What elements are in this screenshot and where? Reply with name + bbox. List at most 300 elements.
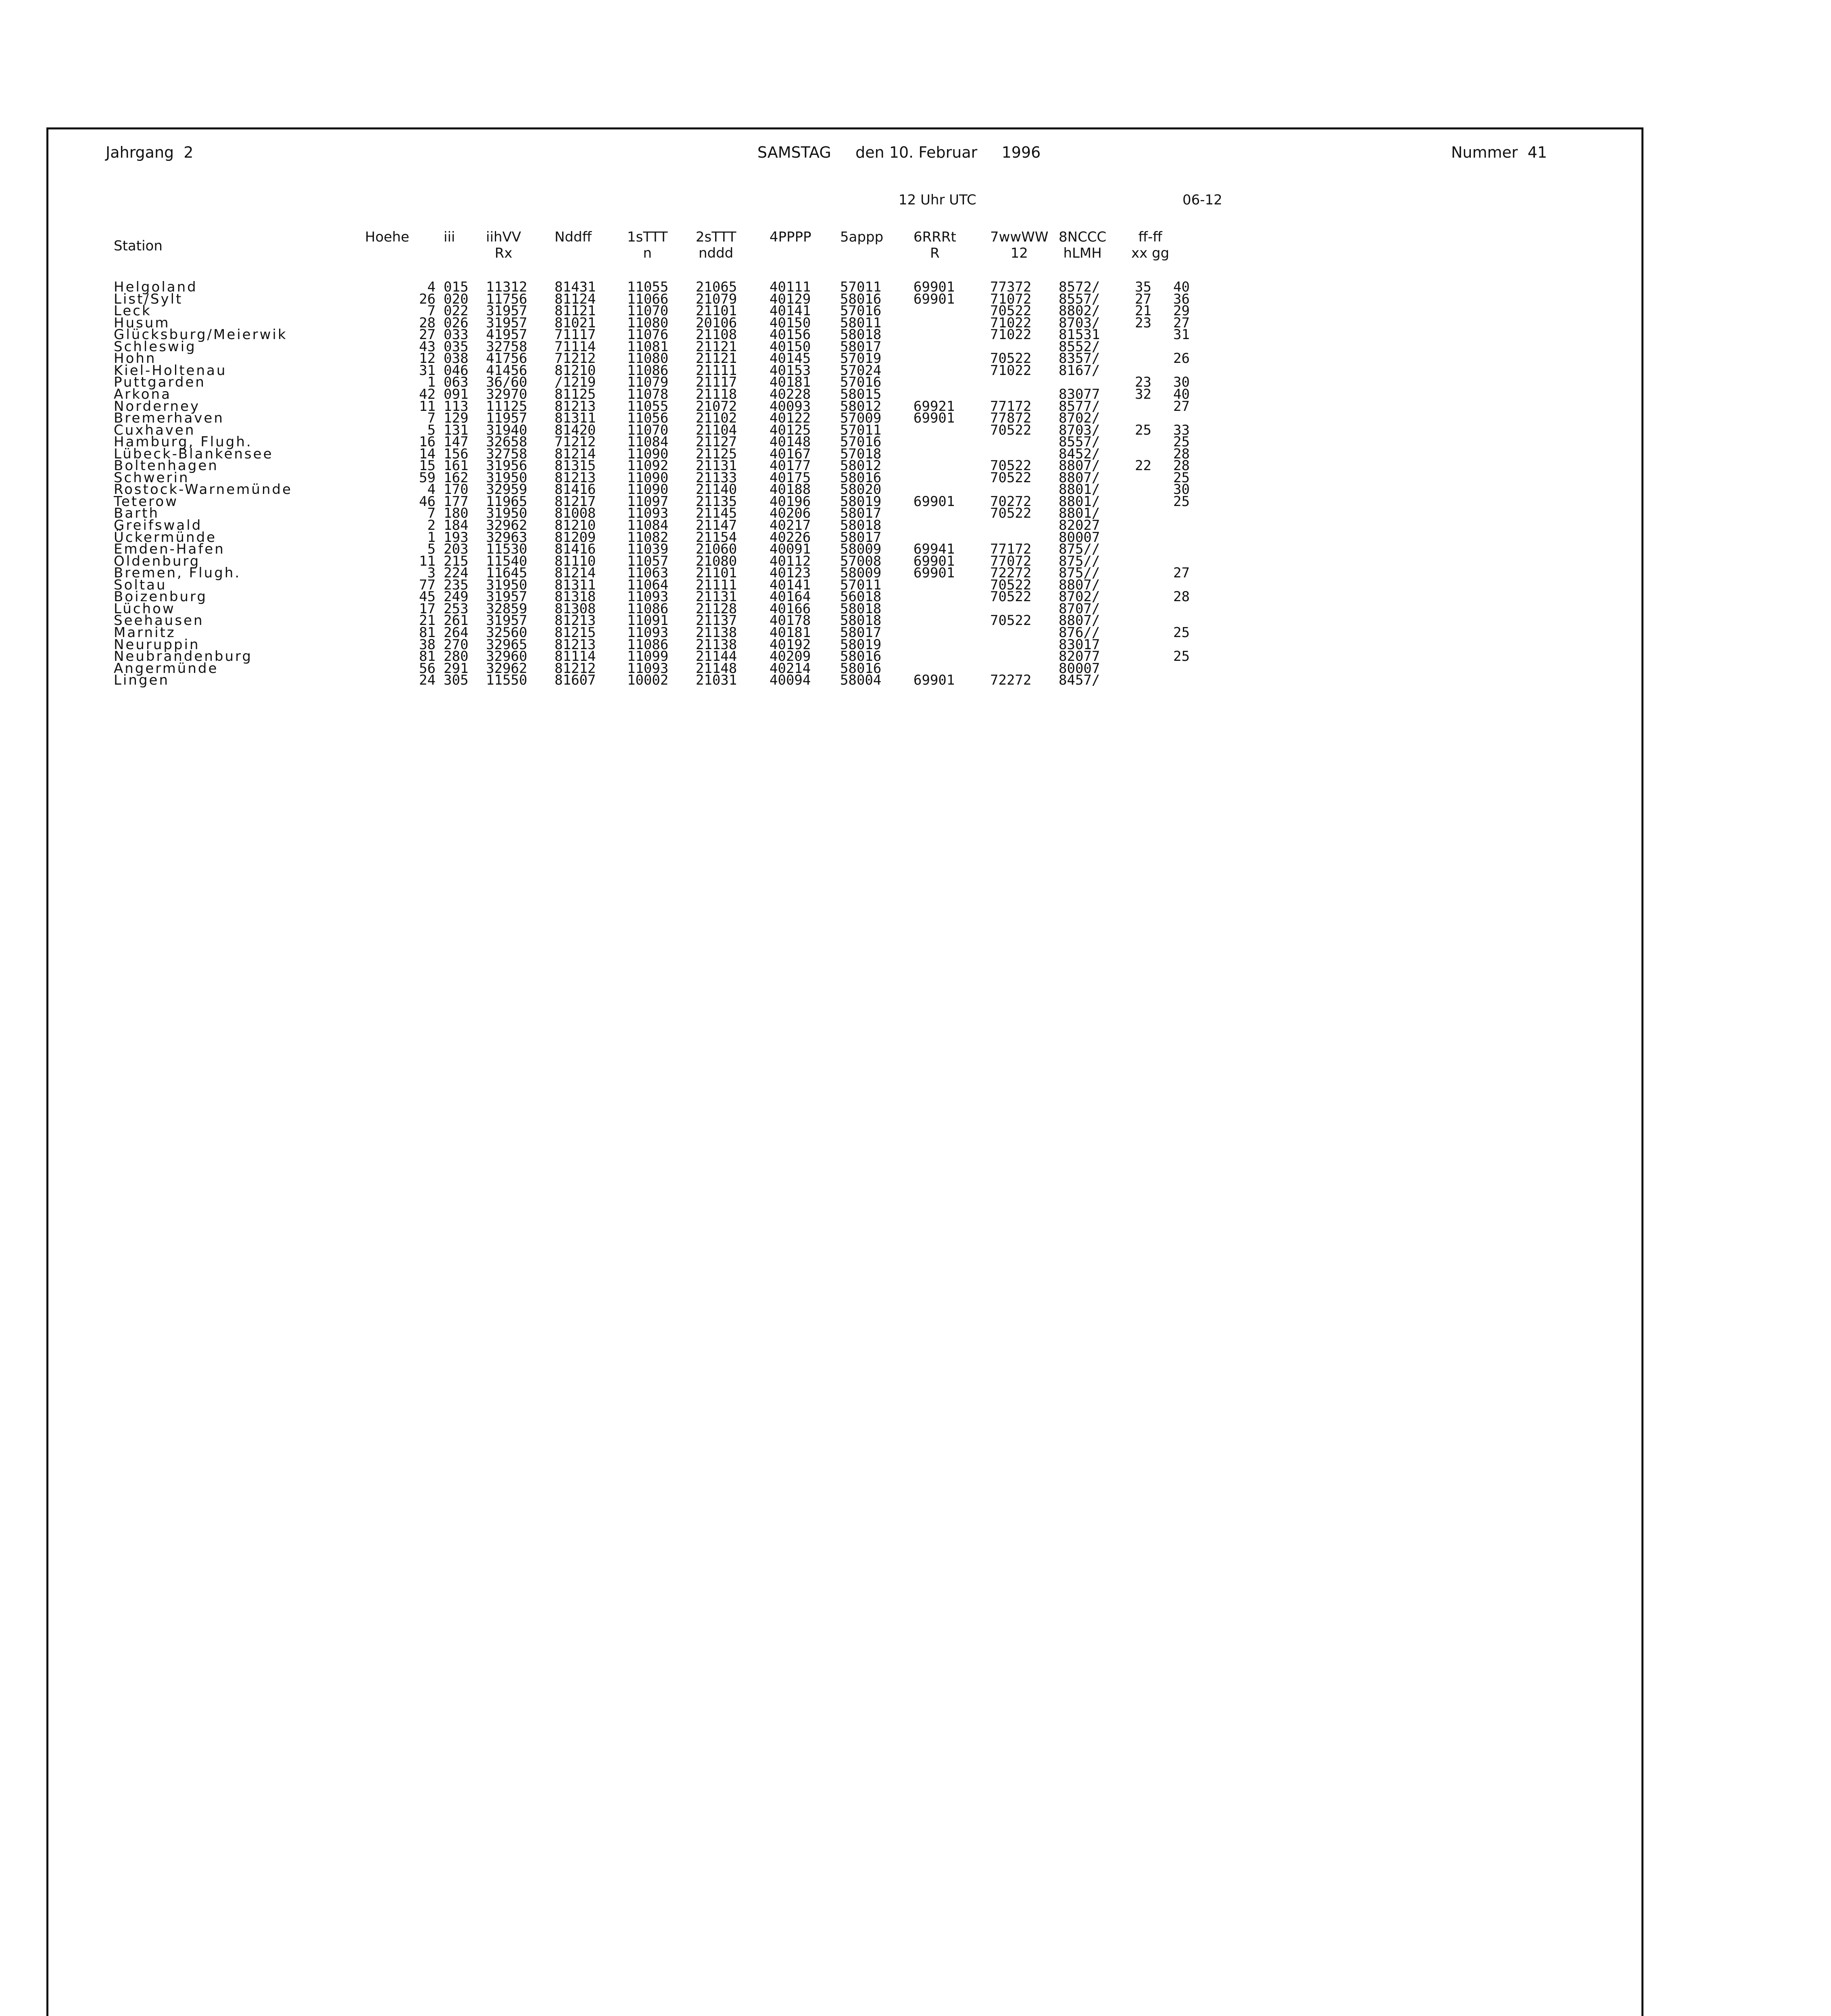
pppp-cell: 40150 — [770, 338, 811, 355]
iii-cell: 046 — [444, 362, 469, 379]
nccc-cell: 8703/ — [1059, 314, 1100, 331]
appp-cell: 58016 — [840, 660, 882, 677]
sttt1-cell: 11076 — [627, 327, 669, 343]
nccc-cell: 8807/ — [1059, 577, 1100, 593]
nddff-cell: 81214 — [555, 565, 596, 581]
ff-peak-cell: 32 — [1135, 386, 1151, 402]
pppp-cell: 40181 — [770, 624, 811, 641]
rrrt-cell: 69901 — [913, 565, 955, 581]
nccc-cell: 82077 — [1059, 648, 1100, 665]
appp-cell: 58019 — [840, 636, 882, 653]
pppp-cell: 40125 — [770, 422, 811, 438]
sttt1-cell: 11079 — [627, 374, 669, 391]
iii-cell: 193 — [444, 529, 469, 546]
sttt2-cell: 21101 — [696, 303, 737, 319]
iii-cell: 261 — [444, 612, 469, 629]
appp-cell: 57024 — [840, 362, 882, 379]
station-name: Soltau — [114, 577, 167, 593]
iihvv-cell: 41456 — [486, 362, 528, 379]
nddff-cell: 81125 — [555, 386, 596, 402]
iihvv-cell: 31950 — [486, 577, 528, 593]
ff-gust-cell: 27 — [1173, 398, 1190, 414]
hoehe-cell: 45 — [419, 589, 436, 605]
nddff-cell: 81315 — [555, 458, 596, 474]
iihvv-cell: 11756 — [486, 291, 528, 307]
iihvv-cell: 32962 — [486, 517, 528, 533]
wwww-cell: 70522 — [990, 422, 1032, 438]
sttt1-cell: 11057 — [627, 553, 669, 569]
wwww-cell: 70522 — [990, 458, 1032, 474]
wwww-cell: 77872 — [990, 410, 1032, 427]
pppp-cell: 40112 — [770, 553, 811, 569]
appp-cell: 58020 — [840, 481, 882, 498]
sttt2-cell: 21133 — [696, 469, 737, 486]
appp-cell: 57011 — [840, 422, 882, 438]
rrrt-cell: 69901 — [913, 493, 955, 510]
nddff-cell: 81114 — [555, 648, 596, 665]
iii-cell: 131 — [444, 422, 469, 438]
wwww-cell: 71022 — [990, 327, 1032, 343]
sttt1-cell: 11084 — [627, 434, 669, 450]
ff-peak-cell: 25 — [1135, 422, 1151, 438]
pppp-cell: 40226 — [770, 529, 811, 546]
nccc-cell: 8807/ — [1059, 612, 1100, 629]
nddff-cell: 81124 — [555, 291, 596, 307]
ff-gust-cell: 25 — [1173, 434, 1190, 450]
appp-cell: 58016 — [840, 648, 882, 665]
nddff-cell: 81217 — [555, 493, 596, 510]
appp-cell: 58017 — [840, 338, 882, 355]
hoehe-cell: 16 — [419, 434, 436, 450]
station-name: Marnitz — [114, 624, 176, 641]
nccc-cell: 8801/ — [1059, 505, 1100, 522]
hoehe-cell: 11 — [419, 398, 436, 414]
ff-peak-cell: 21 — [1135, 303, 1151, 319]
iihvv-cell: 32962 — [486, 660, 528, 677]
iihvv-cell: 36/60 — [486, 374, 528, 391]
appp-cell: 56018 — [840, 589, 882, 605]
station-name: Glücksburg/Meierwik — [114, 327, 288, 343]
iihvv-cell: 31940 — [486, 422, 528, 438]
iii-cell: 022 — [444, 303, 469, 319]
wwww-cell: 77172 — [990, 398, 1032, 414]
iihvv-cell: 31956 — [486, 458, 528, 474]
sttt2-cell: 21060 — [696, 541, 737, 558]
iihvv-cell: 11540 — [486, 553, 528, 569]
appp-cell: 57011 — [840, 577, 882, 593]
iihvv-cell: 41957 — [486, 327, 528, 343]
ff-gust-cell: 27 — [1173, 565, 1190, 581]
nccc-cell: 876// — [1059, 624, 1100, 641]
sttt2-cell: 21137 — [696, 612, 737, 629]
hoehe-cell: 81 — [419, 624, 436, 641]
appp-cell: 57008 — [840, 553, 882, 569]
hoehe-cell: 12 — [419, 350, 436, 367]
sttt2-cell: 21117 — [696, 374, 737, 391]
appp-cell: 57016 — [840, 303, 882, 319]
nccc-cell: 875// — [1059, 553, 1100, 569]
appp-cell: 58015 — [840, 386, 882, 402]
col-2sttt: 2sTTT nddd — [696, 229, 736, 261]
nccc-cell: 875// — [1059, 541, 1100, 558]
hoehe-cell: 3 — [427, 565, 436, 581]
appp-cell: 58012 — [840, 398, 882, 414]
nccc-cell: 8807/ — [1059, 469, 1100, 486]
pppp-cell: 40123 — [770, 565, 811, 581]
station-name: Schwerin — [114, 469, 190, 486]
nddff-cell: 81214 — [555, 446, 596, 462]
sttt1-cell: 11086 — [627, 636, 669, 653]
sttt2-cell: 21111 — [696, 577, 737, 593]
pppp-cell: 40093 — [770, 398, 811, 414]
table-row — [0, 671, 1831, 689]
iii-cell: 253 — [444, 600, 469, 617]
hoehe-cell: 1 — [427, 529, 436, 546]
appp-cell: 58016 — [840, 291, 882, 307]
hoehe-cell: 17 — [419, 600, 436, 617]
col-station: Station — [114, 238, 163, 254]
sttt2-cell: 21111 — [696, 362, 737, 379]
pppp-cell: 40129 — [770, 291, 811, 307]
sttt2-cell: 21102 — [696, 410, 737, 427]
wwww-cell: 71022 — [990, 362, 1032, 379]
col-iii: iii — [444, 229, 455, 245]
sttt1-cell: 11093 — [627, 505, 669, 522]
appp-cell: 58004 — [840, 672, 882, 689]
pppp-cell: 40111 — [770, 279, 811, 295]
station-name: Leck — [114, 303, 152, 319]
hoehe-cell: 31 — [419, 362, 436, 379]
nddff-cell: 81121 — [555, 303, 596, 319]
rrrt-cell: 69921 — [913, 398, 955, 414]
iihvv-cell: 11957 — [486, 410, 528, 427]
sttt1-cell: 10002 — [627, 672, 669, 689]
sttt1-cell: 11093 — [627, 624, 669, 641]
hoehe-cell: 7 — [427, 505, 436, 522]
ff-gust-cell: 40 — [1173, 386, 1190, 402]
sttt1-cell: 11066 — [627, 291, 669, 307]
nddff-cell: 81209 — [555, 529, 596, 546]
nddff-cell: 81416 — [555, 541, 596, 558]
sttt1-cell: 11039 — [627, 541, 669, 558]
sttt1-cell: 11090 — [627, 469, 669, 486]
ff-gust-cell: 29 — [1173, 303, 1190, 319]
pppp-cell: 40141 — [770, 577, 811, 593]
nccc-cell: 8357/ — [1059, 350, 1100, 367]
wwww-cell: 70522 — [990, 589, 1032, 605]
wwww-cell: 72272 — [990, 672, 1032, 689]
sttt2-cell: 21138 — [696, 636, 737, 653]
wwww-cell: 70522 — [990, 505, 1032, 522]
nccc-cell: 83077 — [1059, 386, 1100, 402]
appp-cell: 58017 — [840, 624, 882, 641]
station-name: Arkona — [114, 386, 171, 402]
pppp-cell: 40094 — [770, 672, 811, 689]
hoehe-cell: 4 — [427, 481, 436, 498]
sttt2-cell: 20106 — [696, 314, 737, 331]
station-name: Schleswig — [114, 338, 196, 355]
iihvv-cell: 31950 — [486, 505, 528, 522]
sttt2-cell: 21101 — [696, 565, 737, 581]
nddff-cell: 71114 — [555, 338, 596, 355]
col-ff: ff-ff xx gg — [1131, 229, 1170, 261]
iii-cell: 113 — [444, 398, 469, 414]
appp-cell: 57016 — [840, 374, 882, 391]
iihvv-cell: 32560 — [486, 624, 528, 641]
appp-cell: 57009 — [840, 410, 882, 427]
sttt1-cell: 11090 — [627, 481, 669, 498]
nccc-cell: 8801/ — [1059, 481, 1100, 498]
nddff-cell: 81416 — [555, 481, 596, 498]
ff-gust-cell: 40 — [1173, 279, 1190, 295]
col-6rrrt: 6RRRt R — [913, 229, 956, 261]
pppp-cell: 40122 — [770, 410, 811, 427]
hoehe-cell: 4 — [427, 279, 436, 295]
appp-cell: 58017 — [840, 505, 882, 522]
wwww-cell: 70522 — [990, 469, 1032, 486]
nccc-cell: 8702/ — [1059, 410, 1100, 427]
sttt2-cell: 21125 — [696, 446, 737, 462]
station-name: Lübeck-Blankensee — [114, 446, 273, 462]
sttt2-cell: 21079 — [696, 291, 737, 307]
ff-peak-cell: 35 — [1135, 279, 1151, 295]
station-name: Bremerhaven — [114, 410, 224, 427]
rrrt-cell: 69901 — [913, 672, 955, 689]
iihvv-cell: 11312 — [486, 279, 528, 295]
hoehe-cell: 46 — [419, 493, 436, 510]
hoehe-cell: 7 — [427, 410, 436, 427]
sttt2-cell: 21131 — [696, 589, 737, 605]
station-name: Norderney — [114, 398, 200, 414]
ff-gust-cell: 30 — [1173, 481, 1190, 498]
iihvv-cell: 11125 — [486, 398, 528, 414]
col-8nccc: 8NCCC hLMH — [1059, 229, 1107, 261]
station-name: Lüchow — [114, 600, 175, 617]
sttt2-cell: 21145 — [696, 505, 737, 522]
station-name: Seehausen — [114, 612, 204, 629]
iii-cell: 280 — [444, 648, 469, 665]
period-label: 06-12 — [1182, 192, 1222, 208]
wwww-cell: 71072 — [990, 291, 1032, 307]
appp-cell: 58019 — [840, 493, 882, 510]
station-name: Puttgarden — [114, 374, 206, 391]
appp-cell: 58018 — [840, 327, 882, 343]
ff-gust-cell: 26 — [1173, 350, 1190, 367]
iii-cell: 129 — [444, 410, 469, 427]
col-1sttt: 1sTTT n — [627, 229, 668, 261]
sttt2-cell: 21080 — [696, 553, 737, 569]
iii-cell: 035 — [444, 338, 469, 355]
iihvv-cell: 32970 — [486, 386, 528, 402]
sttt1-cell: 11092 — [627, 458, 669, 474]
pppp-cell: 40188 — [770, 481, 811, 498]
iii-cell: 156 — [444, 446, 469, 462]
nddff-cell: 81210 — [555, 362, 596, 379]
iihvv-cell: 31957 — [486, 589, 528, 605]
sttt2-cell: 21031 — [696, 672, 737, 689]
nddff-cell: 81318 — [555, 589, 596, 605]
wwww-cell: 70522 — [990, 612, 1032, 629]
nddff-cell: 81212 — [555, 660, 596, 677]
iii-cell: 161 — [444, 458, 469, 474]
pppp-cell: 40206 — [770, 505, 811, 522]
nddff-cell: 81213 — [555, 398, 596, 414]
col-5appp: 5appp — [840, 229, 884, 245]
station-name: Angermünde — [114, 660, 219, 677]
sttt1-cell: 11086 — [627, 600, 669, 617]
wwww-cell: 70522 — [990, 350, 1032, 367]
nccc-cell: 8552/ — [1059, 338, 1100, 355]
nccc-cell: 8802/ — [1059, 303, 1100, 319]
sttt1-cell: 11080 — [627, 314, 669, 331]
pppp-cell: 40177 — [770, 458, 811, 474]
sttt1-cell: 11078 — [627, 386, 669, 402]
iii-cell: 305 — [444, 672, 469, 689]
station-name: Emden-Hafen — [114, 541, 225, 558]
nddff-cell: 81008 — [555, 505, 596, 522]
iihvv-cell: 11530 — [486, 541, 528, 558]
sttt1-cell: 11097 — [627, 493, 669, 510]
station-name: List/Sylt — [114, 291, 183, 307]
nddff-cell: 81308 — [555, 600, 596, 617]
station-name: Teterow — [114, 493, 178, 510]
iii-cell: 235 — [444, 577, 469, 593]
station-name: Cuxhaven — [114, 422, 196, 438]
ff-gust-cell: 25 — [1173, 493, 1190, 510]
station-name: Helgoland — [114, 279, 198, 295]
wwww-cell: 77372 — [990, 279, 1032, 295]
station-name: Greifswald — [114, 517, 202, 533]
iihvv-cell: 32960 — [486, 648, 528, 665]
sttt1-cell: 11091 — [627, 612, 669, 629]
iihvv-cell: 32963 — [486, 529, 528, 546]
hoehe-cell: 27 — [419, 327, 436, 343]
sttt2-cell: 21148 — [696, 660, 737, 677]
nccc-cell: 82027 — [1059, 517, 1100, 533]
pppp-cell: 40141 — [770, 303, 811, 319]
iii-cell: 184 — [444, 517, 469, 533]
iii-cell: 215 — [444, 553, 469, 569]
nddff-cell: 81431 — [555, 279, 596, 295]
nddff-cell: 71117 — [555, 327, 596, 343]
nddff-cell: 81021 — [555, 314, 596, 331]
nddff-cell: 81420 — [555, 422, 596, 438]
iii-cell: 033 — [444, 327, 469, 343]
nccc-cell: 8557/ — [1059, 434, 1100, 450]
appp-cell: 58009 — [840, 565, 882, 581]
nccc-cell: 8801/ — [1059, 493, 1100, 510]
wwww-cell: 71022 — [990, 314, 1032, 331]
appp-cell: 57019 — [840, 350, 882, 367]
pppp-cell: 40175 — [770, 469, 811, 486]
pppp-cell: 40209 — [770, 648, 811, 665]
hoehe-cell: 42 — [419, 386, 436, 402]
iii-cell: 180 — [444, 505, 469, 522]
hoehe-cell: 11 — [419, 553, 436, 569]
ff-gust-cell: 25 — [1173, 648, 1190, 665]
iihvv-cell: 31957 — [486, 314, 528, 331]
appp-cell: 57018 — [840, 446, 882, 462]
iihvv-cell: 32758 — [486, 446, 528, 462]
col-iihvv: iihVV Rx — [486, 229, 521, 261]
nccc-cell: 8452/ — [1059, 446, 1100, 462]
hoehe-cell: 26 — [419, 291, 436, 307]
date-label: SAMSTAG den 10. Februar 1996 — [757, 144, 1041, 161]
hoehe-cell: 5 — [427, 541, 436, 558]
wwww-cell: 70522 — [990, 303, 1032, 319]
hoehe-cell: 81 — [419, 648, 436, 665]
jahrgang-label: Jahrgang 2 — [106, 144, 194, 161]
iii-cell: 203 — [444, 541, 469, 558]
rrrt-cell: 69901 — [913, 291, 955, 307]
station-name: Oldenburg — [114, 553, 200, 569]
appp-cell: 58018 — [840, 517, 882, 533]
hoehe-cell: 21 — [419, 612, 436, 629]
hoehe-cell: 24 — [419, 672, 436, 689]
appp-cell: 58009 — [840, 541, 882, 558]
nddff-cell: 81213 — [555, 469, 596, 486]
ff-gust-cell: 28 — [1173, 458, 1190, 474]
hoehe-cell: 59 — [419, 469, 436, 486]
iii-cell: 224 — [444, 565, 469, 581]
sttt1-cell: 11099 — [627, 648, 669, 665]
nccc-cell: 80007 — [1059, 660, 1100, 677]
sttt1-cell: 11055 — [627, 279, 669, 295]
iii-cell: 063 — [444, 374, 469, 391]
sttt2-cell: 21121 — [696, 338, 737, 355]
appp-cell: 57011 — [840, 279, 882, 295]
pppp-cell: 40166 — [770, 600, 811, 617]
sttt1-cell: 11086 — [627, 362, 669, 379]
sttt1-cell: 11080 — [627, 350, 669, 367]
sttt2-cell: 21072 — [696, 398, 737, 414]
sttt1-cell: 11070 — [627, 303, 669, 319]
sttt2-cell: 21104 — [696, 422, 737, 438]
ff-peak-cell: 27 — [1135, 291, 1151, 307]
iii-cell: 038 — [444, 350, 469, 367]
nccc-cell: 8707/ — [1059, 600, 1100, 617]
hoehe-cell: 43 — [419, 338, 436, 355]
hoehe-cell: 1 — [427, 374, 436, 391]
ff-gust-cell: 25 — [1173, 469, 1190, 486]
ff-gust-cell: 25 — [1173, 624, 1190, 641]
nddff-cell: 71212 — [555, 434, 596, 450]
ff-gust-cell: 28 — [1173, 446, 1190, 462]
iihvv-cell: 11645 — [486, 565, 528, 581]
ff-gust-cell: 33 — [1173, 422, 1190, 438]
pppp-cell: 40153 — [770, 362, 811, 379]
nddff-cell: /1219 — [555, 374, 596, 391]
wwww-cell: 77172 — [990, 541, 1032, 558]
nddff-cell: 71212 — [555, 350, 596, 367]
station-name: Neubrandenburg — [114, 648, 252, 665]
pppp-cell: 40167 — [770, 446, 811, 462]
sttt1-cell: 11063 — [627, 565, 669, 581]
sttt2-cell: 21118 — [696, 386, 737, 402]
rrrt-cell: 69941 — [913, 541, 955, 558]
rrrt-cell: 69901 — [913, 553, 955, 569]
pppp-cell: 40164 — [770, 589, 811, 605]
pppp-cell: 40145 — [770, 350, 811, 367]
nccc-cell: 875// — [1059, 565, 1100, 581]
station-name: Hohn — [114, 350, 156, 367]
ff-peak-cell: 23 — [1135, 314, 1151, 331]
sttt2-cell: 21065 — [696, 279, 737, 295]
iihvv-cell: 11550 — [486, 672, 528, 689]
ff-peak-cell: 22 — [1135, 458, 1151, 474]
sttt1-cell: 11064 — [627, 577, 669, 593]
pppp-cell: 40150 — [770, 314, 811, 331]
